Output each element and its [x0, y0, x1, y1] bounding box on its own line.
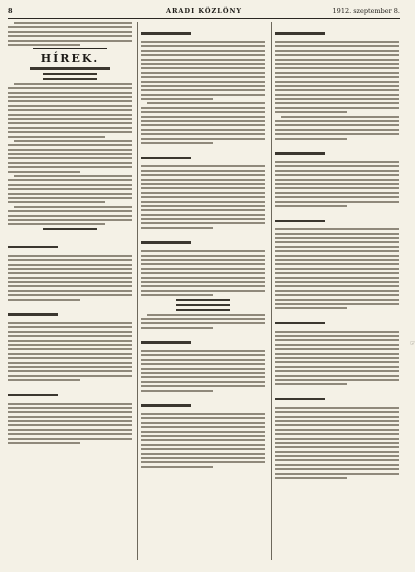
text-line	[8, 149, 132, 151]
text-line	[141, 196, 265, 198]
text-line	[8, 100, 132, 102]
page-number: 8	[8, 7, 13, 15]
text-line	[8, 136, 105, 138]
item-heading	[30, 67, 109, 70]
text-line	[141, 138, 265, 140]
item-lead	[141, 157, 191, 159]
text-line	[8, 118, 132, 120]
text-line	[275, 429, 399, 431]
text-line	[141, 250, 265, 252]
text-line	[8, 188, 132, 190]
text-line	[275, 98, 399, 100]
text-line	[275, 165, 399, 167]
text-line	[141, 376, 265, 378]
text-line	[141, 124, 265, 126]
text-line	[141, 318, 265, 320]
page-header	[8, 6, 400, 19]
text-line	[141, 453, 265, 455]
item-lead	[8, 246, 58, 248]
text-line	[275, 307, 347, 309]
text-line	[275, 45, 399, 47]
text-line	[141, 98, 213, 100]
text-line	[275, 459, 399, 461]
item-lead	[8, 394, 58, 396]
text-line	[275, 250, 399, 252]
text-line	[8, 44, 80, 46]
item-lead	[141, 241, 191, 243]
text-line	[8, 166, 132, 168]
text-line	[8, 326, 132, 328]
text-line	[141, 277, 265, 279]
text-line	[141, 179, 265, 181]
text-line	[141, 431, 265, 433]
text-line	[8, 223, 105, 225]
text-line	[141, 322, 265, 324]
text-line	[141, 368, 265, 370]
text-line	[8, 285, 132, 287]
item-lead	[141, 32, 191, 34]
column-1	[8, 22, 132, 560]
text-line	[275, 259, 399, 261]
text-line	[141, 327, 213, 329]
item-lead	[275, 322, 325, 324]
text-line	[275, 272, 399, 274]
text-line	[141, 116, 265, 118]
item-subheading	[43, 73, 98, 75]
text-line	[275, 294, 399, 296]
text-line	[141, 76, 265, 78]
text-line	[275, 375, 399, 377]
text-line	[141, 129, 265, 131]
text-line	[8, 131, 132, 133]
text-line	[8, 31, 132, 33]
text-line	[8, 379, 80, 381]
text-line	[275, 277, 399, 279]
text-line	[141, 435, 265, 437]
text-line	[8, 26, 132, 28]
divider	[33, 48, 107, 49]
text-line	[8, 179, 132, 181]
text-line	[275, 192, 399, 194]
text-line	[141, 290, 265, 292]
newspaper-page	[8, 6, 415, 564]
text-line	[275, 370, 399, 372]
text-line	[275, 94, 399, 96]
text-line	[141, 183, 265, 185]
text-line	[8, 299, 80, 301]
text-line	[8, 353, 132, 355]
text-line	[141, 59, 265, 61]
text-line	[275, 133, 399, 135]
text-line	[141, 222, 265, 224]
text-line	[275, 41, 399, 43]
masthead: ARADI KÖZLÖNY	[165, 7, 243, 15]
text-line	[8, 344, 132, 346]
text-line	[281, 116, 399, 118]
text-line	[141, 350, 265, 352]
text-line	[275, 102, 399, 104]
verse-line	[176, 304, 231, 306]
text-line	[141, 72, 265, 74]
text-line	[141, 107, 265, 109]
text-line	[141, 89, 265, 91]
text-line	[8, 255, 132, 257]
margin-mark: ☞	[410, 340, 415, 347]
text-line	[8, 438, 132, 440]
text-line	[275, 120, 399, 122]
text-line	[275, 246, 399, 248]
text-line	[141, 413, 265, 415]
item-lead	[8, 313, 58, 315]
text-line	[141, 142, 213, 144]
text-line	[8, 171, 80, 173]
text-line	[8, 407, 132, 409]
text-line	[8, 157, 132, 159]
text-line	[275, 331, 399, 333]
text-line	[8, 127, 132, 129]
item-lead	[141, 341, 191, 343]
text-line	[141, 272, 265, 274]
text-line	[8, 109, 132, 111]
text-line	[275, 407, 399, 409]
text-line	[8, 335, 132, 337]
text-line	[141, 390, 213, 392]
text-line	[8, 105, 132, 107]
text-line	[8, 40, 132, 42]
text-line	[141, 417, 265, 419]
spacer	[8, 233, 132, 236]
text-line	[275, 237, 399, 239]
text-line	[141, 85, 265, 87]
text-line	[275, 468, 399, 470]
column-2	[141, 22, 265, 560]
text-line	[141, 444, 265, 446]
text-line	[141, 466, 213, 468]
item-lead	[275, 152, 325, 154]
text-line	[275, 67, 399, 69]
text-line	[141, 41, 265, 43]
text-line	[275, 353, 399, 355]
text-line	[275, 183, 399, 185]
text-line	[275, 268, 399, 270]
text-line	[275, 170, 399, 172]
verse-line	[176, 309, 231, 311]
text-line	[275, 344, 399, 346]
text-line	[275, 107, 399, 109]
text-line	[8, 331, 132, 333]
text-line	[14, 175, 132, 177]
text-line	[275, 241, 399, 243]
text-line	[275, 411, 399, 413]
text-line	[8, 144, 132, 146]
column-rule	[137, 22, 138, 560]
text-line	[275, 72, 399, 74]
text-line	[141, 94, 265, 96]
text-line	[275, 366, 399, 368]
text-line	[275, 187, 399, 189]
item-lead	[275, 32, 325, 34]
text-line	[275, 205, 347, 207]
text-line	[275, 63, 399, 65]
text-line	[8, 264, 132, 266]
text-line	[141, 120, 265, 122]
text-line	[275, 424, 399, 426]
text-line	[14, 22, 132, 24]
text-line	[8, 375, 132, 377]
item-subheading	[43, 78, 98, 80]
text-line	[275, 299, 399, 301]
text-line	[275, 129, 399, 131]
text-line	[141, 67, 265, 69]
text-line	[141, 205, 265, 207]
text-line	[275, 420, 399, 422]
text-line	[275, 174, 399, 176]
text-line	[141, 422, 265, 424]
text-line	[141, 165, 265, 167]
item-lead	[275, 220, 325, 222]
text-line	[141, 354, 265, 356]
text-line	[8, 420, 132, 422]
text-line	[8, 162, 132, 164]
text-line	[141, 372, 265, 374]
text-line	[141, 170, 265, 172]
text-line	[275, 161, 399, 163]
text-line	[141, 259, 265, 261]
text-line	[8, 340, 132, 342]
text-line	[275, 433, 399, 435]
text-line	[141, 461, 265, 463]
text-line	[8, 153, 132, 155]
text-line	[8, 197, 132, 199]
text-line	[141, 359, 265, 361]
text-line	[8, 403, 132, 405]
text-line	[8, 362, 132, 364]
text-line	[8, 35, 132, 37]
text-line	[8, 370, 132, 372]
text-line	[141, 448, 265, 450]
text-line	[275, 285, 399, 287]
text-line	[141, 281, 265, 283]
text-line	[275, 357, 399, 359]
text-line	[8, 201, 105, 203]
text-line	[8, 357, 132, 359]
text-line	[8, 184, 132, 186]
issue-date: 1912. szeptember 8.	[332, 7, 400, 15]
text-line	[275, 228, 399, 230]
text-line	[275, 50, 399, 52]
text-line	[141, 81, 265, 83]
text-line	[8, 348, 132, 350]
text-line	[275, 263, 399, 265]
text-line	[275, 179, 399, 181]
item-subheading	[43, 228, 98, 230]
text-line	[8, 87, 132, 89]
text-line	[8, 96, 132, 98]
text-line	[275, 76, 399, 78]
text-line	[275, 138, 347, 140]
text-line	[275, 383, 347, 385]
text-line	[8, 114, 132, 116]
text-line	[141, 363, 265, 365]
text-line	[275, 455, 399, 457]
text-line	[275, 111, 347, 113]
text-line	[141, 209, 265, 211]
text-line	[141, 133, 265, 135]
text-line	[275, 464, 399, 466]
text-line	[8, 268, 132, 270]
text-line	[275, 473, 399, 475]
text-line	[141, 227, 213, 229]
text-line	[8, 259, 132, 261]
text-line	[275, 89, 399, 91]
text-line	[147, 102, 265, 104]
text-line	[275, 361, 399, 363]
text-line	[8, 416, 132, 418]
text-line	[275, 255, 399, 257]
text-line	[141, 255, 265, 257]
text-line	[141, 201, 265, 203]
text-line	[141, 54, 265, 56]
text-line	[275, 201, 399, 203]
text-line	[8, 424, 132, 426]
text-line	[275, 124, 399, 126]
text-line	[8, 429, 132, 431]
text-line	[8, 433, 132, 435]
text-line	[275, 442, 399, 444]
text-line	[275, 233, 399, 235]
text-line	[275, 438, 399, 440]
text-line	[8, 122, 132, 124]
text-line	[141, 268, 265, 270]
text-line	[275, 281, 399, 283]
text-line	[275, 339, 399, 341]
text-line	[141, 426, 265, 428]
text-line	[275, 451, 399, 453]
text-line	[8, 366, 132, 368]
text-line	[141, 457, 265, 459]
text-line	[275, 85, 399, 87]
text-line	[141, 50, 265, 52]
text-line	[141, 381, 265, 383]
item-lead	[141, 404, 191, 406]
text-line	[8, 411, 132, 413]
text-line	[14, 83, 132, 85]
text-line	[8, 277, 132, 279]
text-line	[8, 281, 132, 283]
text-line	[8, 442, 80, 444]
text-line	[14, 206, 132, 208]
text-line	[275, 303, 399, 305]
text-line	[141, 385, 265, 387]
text-line	[8, 92, 132, 94]
text-line	[14, 140, 132, 142]
text-line	[8, 294, 132, 296]
text-line	[8, 219, 132, 221]
text-line	[141, 218, 265, 220]
text-line	[141, 174, 265, 176]
text-line	[141, 294, 213, 296]
text-line	[275, 81, 399, 83]
text-line	[275, 290, 399, 292]
text-line	[8, 272, 132, 274]
text-line	[141, 111, 265, 113]
text-line	[141, 439, 265, 441]
text-line	[141, 45, 265, 47]
text-line	[275, 477, 347, 479]
text-line	[275, 379, 399, 381]
text-line	[8, 215, 132, 217]
text-line	[275, 59, 399, 61]
text-line	[141, 187, 265, 189]
text-line	[275, 54, 399, 56]
text-line	[141, 214, 265, 216]
text-line	[141, 63, 265, 65]
column-3	[275, 22, 399, 560]
column-rule	[271, 22, 272, 560]
item-lead	[275, 398, 325, 400]
text-line	[275, 348, 399, 350]
text-line	[8, 322, 132, 324]
section-title: HÍREK.	[40, 52, 100, 66]
text-line	[8, 290, 132, 292]
text-line	[141, 192, 265, 194]
text-line	[275, 196, 399, 198]
text-line	[8, 193, 132, 195]
text-line	[275, 446, 399, 448]
text-line	[275, 416, 399, 418]
verse-line	[176, 299, 231, 301]
text-line	[275, 335, 399, 337]
text-line	[141, 285, 265, 287]
text-line	[147, 314, 265, 316]
text-line	[141, 263, 265, 265]
text-line	[8, 210, 132, 212]
